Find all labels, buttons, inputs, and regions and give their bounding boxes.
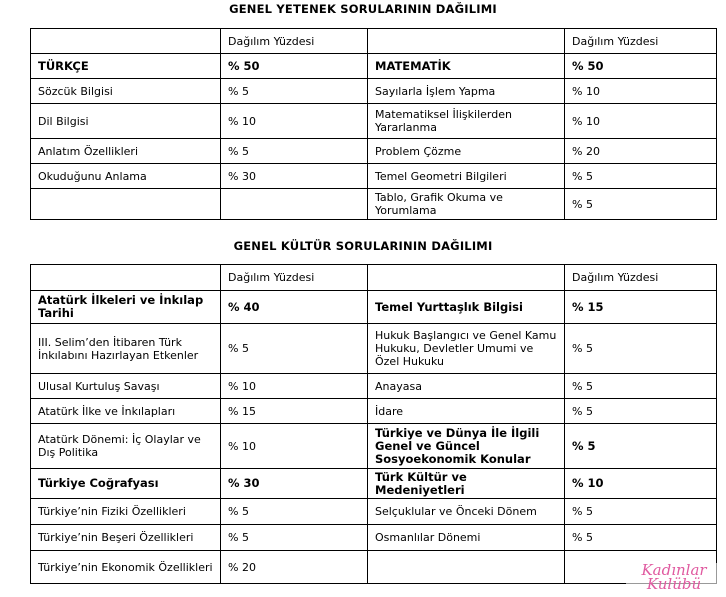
table-row bbox=[31, 139, 717, 164]
right-percent-cell: % 5 bbox=[565, 164, 717, 189]
left-percent-cell: % 30 bbox=[221, 164, 368, 189]
left-topic-cell: Okuduğunu Anlama bbox=[31, 164, 221, 189]
left-topic-cell: Türkiye’nin Beşeri Özellikleri bbox=[31, 525, 221, 551]
right-percent-cell: % 5 bbox=[565, 324, 717, 374]
left-percent-cell bbox=[221, 189, 368, 220]
header-empty-cell bbox=[368, 265, 565, 291]
left-percent-cell: % 20 bbox=[221, 551, 368, 584]
left-topic-cell: Dil Bilgisi bbox=[31, 104, 221, 139]
general-culture-title: GENEL KÜLTÜR SORULARININ DAĞILIMI bbox=[233, 239, 493, 253]
table-row bbox=[31, 424, 717, 469]
left-percent-cell: % 5 bbox=[221, 499, 368, 525]
table-row bbox=[31, 399, 717, 424]
left-percent-cell: % 10 bbox=[221, 424, 368, 469]
table-row bbox=[31, 79, 717, 104]
left-percent-cell: % 5 bbox=[221, 525, 368, 551]
right-topic-cell: Hukuk Başlangıcı ve Genel Kamu Hukuku, Devletler Umumi ve Özel Hukuku bbox=[368, 324, 565, 374]
general-culture-table bbox=[30, 264, 717, 584]
left-percent-cell: % 5 bbox=[221, 139, 368, 164]
table-header-row bbox=[31, 29, 717, 54]
left-percent-cell: % 50 bbox=[221, 54, 368, 79]
table-row bbox=[31, 164, 717, 189]
right-percent-cell: % 10 bbox=[565, 104, 717, 139]
right-topic-cell: Selçuklular ve Önceki Dönem bbox=[368, 499, 565, 525]
table-row bbox=[31, 551, 717, 584]
header-empty-cell bbox=[31, 265, 221, 291]
right-topic-cell: Temel Yurttaşlık Bilgisi bbox=[368, 291, 565, 324]
right-topic-cell: Tablo, Grafik Okuma ve Yorumlama bbox=[368, 189, 565, 220]
right-percent-cell: % 5 bbox=[565, 374, 717, 399]
left-percent-cell: % 5 bbox=[221, 79, 368, 104]
table-row bbox=[31, 291, 717, 324]
right-percent-cell: % 5 bbox=[565, 189, 717, 220]
left-topic-cell: Atatürk İlke ve İnkılapları bbox=[31, 399, 221, 424]
right-topic-cell: Problem Çözme bbox=[368, 139, 565, 164]
left-topic-cell: III. Selim’den İtibaren Türk İnkılabını Hazırlayan Etkenler bbox=[31, 324, 221, 374]
table-row bbox=[31, 525, 717, 551]
header-empty-cell bbox=[368, 29, 565, 54]
right-topic-cell: Sayılarla İşlem Yapma bbox=[368, 79, 565, 104]
watermark-line-1: Kadınlar bbox=[641, 561, 707, 579]
left-topic-cell: Türkiye’nin Ekonomik Özellikleri bbox=[31, 551, 221, 584]
table-row bbox=[31, 324, 717, 374]
general-ability-title: GENEL YETENEK SORULARININ DAĞILIMI bbox=[229, 2, 497, 16]
right-percent-cell: % 20 bbox=[565, 139, 717, 164]
right-percent-cell: % 50 bbox=[565, 54, 717, 79]
right-topic-cell: Temel Geometri Bilgileri bbox=[368, 164, 565, 189]
left-topic-cell: Anlatım Özellikleri bbox=[31, 139, 221, 164]
right-topic-cell: Türk Kültür ve Medeniyetleri bbox=[368, 469, 565, 499]
left-topic-cell: Ulusal Kurtuluş Savaşı bbox=[31, 374, 221, 399]
left-percent-cell: % 10 bbox=[221, 104, 368, 139]
left-percent-cell: % 5 bbox=[221, 324, 368, 374]
right-topic-cell: Matematiksel İlişkilerden Yararlanma bbox=[368, 104, 565, 139]
header-distribution-label: Dağılım Yüzdesi bbox=[221, 29, 368, 54]
right-topic-cell bbox=[368, 551, 565, 584]
right-percent-cell: % 5 bbox=[565, 499, 717, 525]
right-percent-cell: % 10 bbox=[565, 79, 717, 104]
left-percent-cell: % 30 bbox=[221, 469, 368, 499]
right-percent-cell: % 5 bbox=[565, 424, 717, 469]
right-topic-cell: Türkiye ve Dünya İle İlgili Genel ve Güncel Sosyoekonomik Konular bbox=[368, 424, 565, 469]
left-topic-cell: Türkiye’nin Fiziki Özellikleri bbox=[31, 499, 221, 525]
header-distribution-label: Dağılım Yüzdesi bbox=[221, 265, 368, 291]
right-topic-cell: MATEMATİK bbox=[368, 54, 565, 79]
right-percent-cell: % 15 bbox=[565, 291, 717, 324]
left-topic-cell: Sözcük Bilgisi bbox=[31, 79, 221, 104]
left-topic-cell: TÜRKÇE bbox=[31, 54, 221, 79]
right-topic-cell: İdare bbox=[368, 399, 565, 424]
left-topic-cell: Atatürk Dönemi: İç Olaylar ve Dış Politika bbox=[31, 424, 221, 469]
table-row bbox=[31, 189, 717, 220]
table-header-row bbox=[31, 265, 717, 291]
left-topic-cell bbox=[31, 189, 221, 220]
table-row bbox=[31, 54, 717, 79]
table-row bbox=[31, 104, 717, 139]
left-topic-cell: Atatürk İlkeleri ve İnkılap Tarihi bbox=[31, 291, 221, 324]
right-topic-cell: Anayasa bbox=[368, 374, 565, 399]
right-percent-cell: % 5 bbox=[565, 525, 717, 551]
left-percent-cell: % 15 bbox=[221, 399, 368, 424]
right-percent-cell: % 10 bbox=[565, 469, 717, 499]
header-empty-cell bbox=[31, 29, 221, 54]
table-row bbox=[31, 374, 717, 399]
right-percent-cell: % 5 bbox=[565, 399, 717, 424]
table-row bbox=[31, 499, 717, 525]
left-percent-cell: % 40 bbox=[221, 291, 368, 324]
general-ability-table bbox=[30, 28, 717, 220]
right-topic-cell: Osmanlılar Dönemi bbox=[368, 525, 565, 551]
left-percent-cell: % 10 bbox=[221, 374, 368, 399]
watermark-line-2: Kulübü bbox=[646, 575, 702, 593]
watermark-logo bbox=[626, 563, 722, 593]
header-distribution-label: Dağılım Yüzdesi bbox=[565, 265, 717, 291]
table-row bbox=[31, 469, 717, 499]
left-topic-cell: Türkiye Coğrafyası bbox=[31, 469, 221, 499]
header-distribution-label: Dağılım Yüzdesi bbox=[565, 29, 717, 54]
